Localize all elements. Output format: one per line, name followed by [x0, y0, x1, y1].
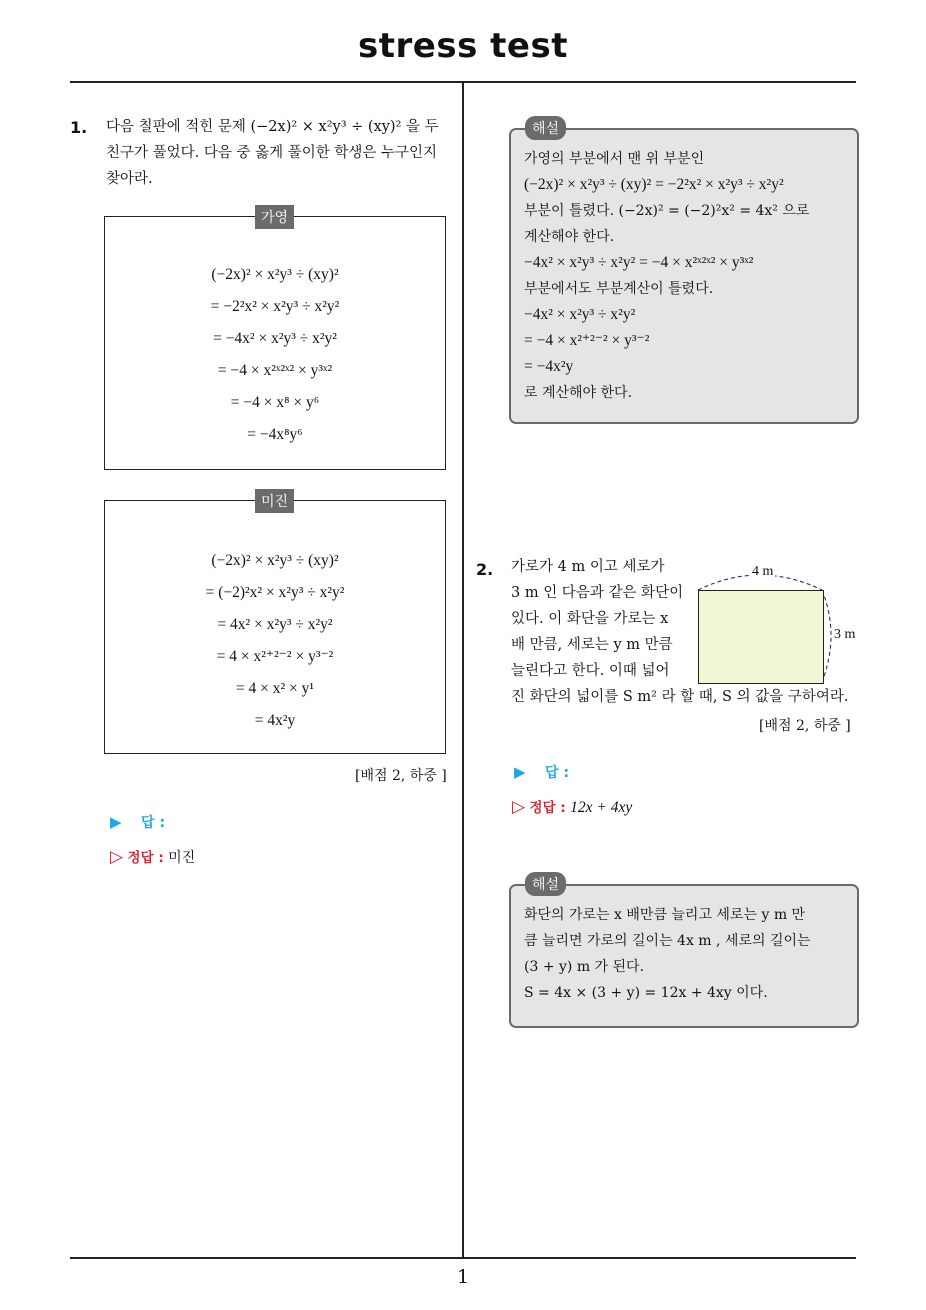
- explanation-line: 부분에서도 부분계산이 틀렸다.: [524, 281, 714, 297]
- question-1-explanation-box: [509, 128, 859, 424]
- math-line: = 4 × x²⁺²⁻² × y³⁻²: [216, 648, 334, 665]
- math-line: = 4x² × x²y³ ÷ x²y²: [217, 616, 333, 633]
- correct-label: 정답 :: [127, 850, 164, 866]
- height-label: 3 m: [834, 627, 856, 642]
- question-1-correct-answer: [110, 846, 195, 867]
- question-1-line: 찾아라.: [106, 171, 153, 187]
- student-a-name-tag: 가영: [255, 205, 294, 229]
- math-line: (−2x)² × x²y³ ÷ (xy)²: [211, 552, 339, 569]
- explanation-line: 가영의 부분에서 맨 위 부분인: [524, 151, 705, 167]
- question-2-line: 늘린다고 한다. 이때 넓어: [511, 663, 670, 679]
- explanation-line: 부분이 틀렸다. (−2x)² = (−2)²x² = 4x² 으로: [524, 203, 810, 219]
- question-2-score: [배점 2, 하중 ]: [759, 718, 851, 734]
- column-divider: [462, 83, 464, 1258]
- explanation-tag: 해설: [525, 872, 566, 896]
- explanation-line: −4x² × x²y³ ÷ x²y² = −4 × x²ˣ²ˣ² × y³ˣ²: [524, 254, 754, 271]
- question-2-line: 진 화단의 넓이를 S m² 라 할 때, S 의 값을 구하여라.: [511, 689, 849, 705]
- explanation-line: = −4x²y: [524, 358, 574, 375]
- play-arrow-icon: ▶: [514, 763, 526, 781]
- student-b-name-tag: 미진: [255, 489, 294, 513]
- correct-value: 미진: [168, 850, 196, 866]
- explanation-line: 큼 늘리면 가로의 길이는 4x m , 세로의 길이는: [524, 933, 811, 949]
- math-line: = 4 × x² × y¹: [235, 680, 315, 697]
- explanation-tag: 해설: [525, 116, 566, 140]
- math-line: = −4x² × x²y³ ÷ x²y²: [213, 330, 337, 347]
- correct-label: 정답 :: [529, 800, 566, 816]
- explanation-line: (−2x)² × x²y³ ÷ (xy)² = −2²x² × x²y³ ÷ x²y²: [524, 176, 784, 193]
- outline-triangle-icon: ▷: [512, 797, 526, 817]
- explanation-line: 계산해야 한다.: [524, 229, 615, 245]
- math-line: = 4x²y: [254, 712, 296, 729]
- question-2-answer-label: ▶ 답 :: [514, 763, 570, 781]
- question-2-number: 2.: [476, 560, 494, 579]
- width-label: 4 m: [752, 564, 774, 579]
- play-arrow-icon: ▶: [110, 813, 122, 831]
- correct-value: 12x + 4xy: [570, 799, 633, 816]
- question-2-line: 배 만큼, 세로는 y m 만큼: [511, 637, 673, 653]
- flower-bed-rectangle: [698, 590, 824, 684]
- outline-triangle-icon: ▷: [110, 847, 124, 867]
- question-2-line: 3 m 인 다음과 같은 화단이: [511, 585, 684, 601]
- explanation-line: S = 4x × (3 + y) = 12x + 4xy 이다.: [524, 985, 768, 1001]
- math-line: = −4 × x⁸ × y⁶: [230, 394, 320, 411]
- explanation-line: 화단의 가로는 x 배만큼 늘리고 세로는 y m 만: [524, 907, 806, 923]
- page-number: 1: [456, 1266, 470, 1288]
- footer-rule: [70, 1257, 856, 1259]
- question-1-line: 다음 칠판에 적힌 문제 (−2x)² × x²y³ ÷ (xy)² 을 두: [106, 119, 439, 135]
- explanation-line: 로 계산해야 한다.: [524, 385, 633, 401]
- question-1-line: 친구가 풀었다. 다음 중 옳게 풀이한 학생은 누구인지: [106, 145, 438, 161]
- question-2-explanation-box: [509, 884, 859, 1028]
- student-a-solution-box: [104, 216, 446, 470]
- math-line: (−2x)² × x²y³ ÷ (xy)²: [211, 266, 339, 283]
- math-line: = −4 × x²ˣ²ˣ² × y³ˣ²: [217, 362, 333, 379]
- question-1-answer-label: ▶ 답 :: [110, 813, 166, 831]
- student-b-solution-box: [104, 500, 446, 754]
- question-1-score: [배점 2, 하중 ]: [355, 768, 447, 784]
- math-line: = (−2)²x² × x²y³ ÷ x²y²: [205, 584, 345, 601]
- explanation-line: = −4 × x²⁺²⁻² × y³⁻²: [524, 332, 650, 349]
- explanation-line: (3 + y) m 가 된다.: [524, 959, 645, 975]
- math-line: = −4x⁸y⁶: [247, 426, 303, 443]
- math-line: = −2²x² × x²y³ ÷ x²y²: [210, 298, 340, 315]
- question-2-line: 있다. 이 화단을 가로는 x: [511, 611, 669, 627]
- question-2-correct-answer: [512, 796, 632, 817]
- explanation-line: −4x² × x²y³ ÷ x²y²: [524, 306, 636, 323]
- question-1-text: [106, 114, 458, 192]
- page-title: stress test: [358, 26, 568, 66]
- question-1-number: 1.: [70, 118, 88, 137]
- question-2-line: 가로가 4 m 이고 세로가: [511, 559, 665, 575]
